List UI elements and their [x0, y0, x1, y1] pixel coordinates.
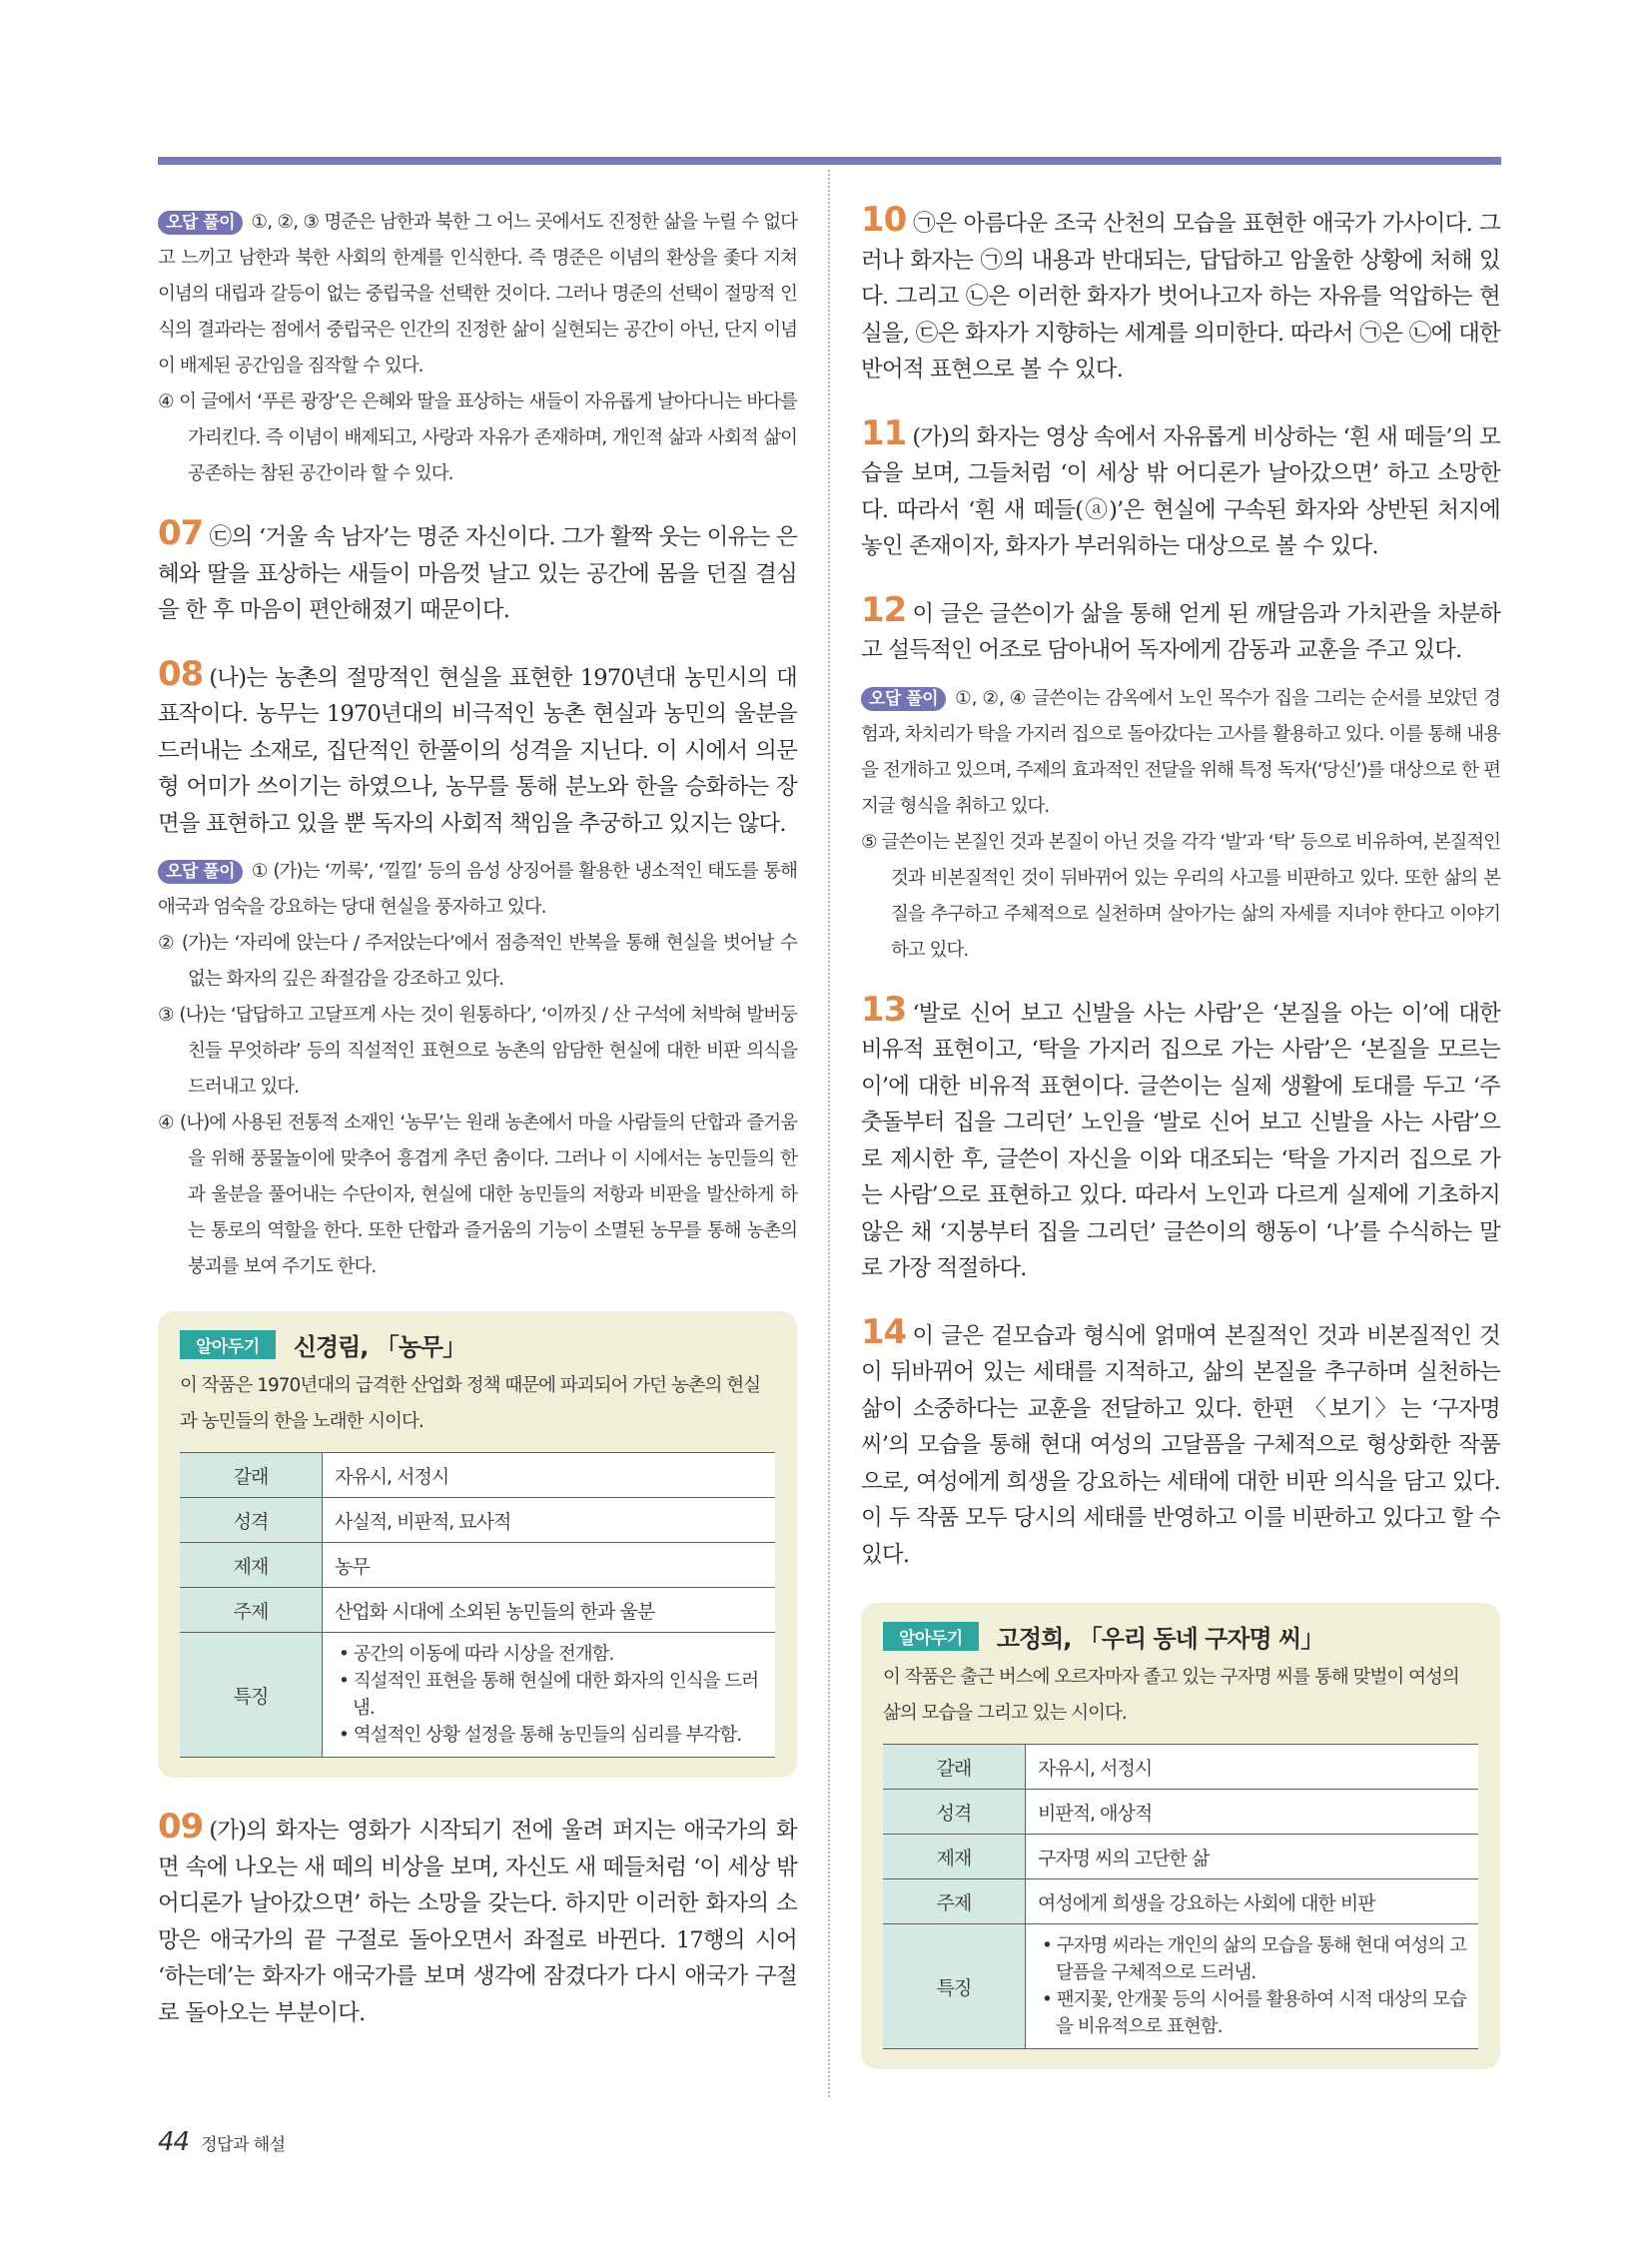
right-column — [861, 200, 1500, 2103]
note-description: 이 작품은 1970년대의 급격한 산업화 정책 때문에 파괴되어 가던 농촌의 현실과 농민들의 한을 노래한 시이다. — [180, 1375, 761, 1432]
table-row: 제재 구자명 씨의 고단한 삶 — [883, 1835, 1478, 1879]
note-description: 이 작품은 출근 버스에 오르자마자 졸고 있는 구자명 씨를 통해 맞벌이 여성의 삶의 모습을 그리고 있는 시이다. — [883, 1667, 1459, 1724]
note-title: 신경림, 「농무」 — [293, 1333, 466, 1361]
q06-wrong-answer: 오답 풀이 ①, ②, ③ 명준은 남한과 북한 그 어느 곳에서도 진정한 삶을 누릴 수 없다고 느끼고 남한과 북한 사회의 한계를 인식한다. 즉 명준은 이념의 환상을 좇다 지쳐 이념의 대립과 갈등이 없는 중립국을 선택한 것이다. 그러나 명준의 선택이 절망적 인식의 결과라는 점에서 중립국은 인간의 진정한 삶이 실현되는 공간이 아닌, 단지 이념이 배제된 공간임을 짐작할 수 있다. ④ 이 글에서 ‘푸른 광장’은 은혜와 딸을 표상하는 새들이 자유롭게 날아다니는 바다를 가리킨다. 즉 이념이 배제되고, 사랑과 자유가 존재하며, 개인적 삶과 사회적 삶이 공존하는 참된 공간이라 할 수 있다. — [158, 205, 797, 492]
top-accent-bar — [158, 157, 1501, 165]
note-title: 고정희, 「우리 동네 구자명 씨」 — [996, 1625, 1324, 1653]
question-number: 09 — [158, 1807, 204, 1847]
table-row: 갈래 자유시, 서정시 — [180, 1453, 775, 1498]
table-row: 주제 산업화 시대에 소외된 농민들의 한과 울분 — [180, 1588, 775, 1633]
table-row: 성격 사실적, 비판적, 묘사적 — [180, 1498, 775, 1543]
table-row: 특징 • 공간의 이동에 따라 시상을 전개함. • 직설적인 표현을 통해 현실에 대한 화자의 인식을 드러냄. • 역설적인 상황 설정을 통해 농민들의 심리를 부각함. — [180, 1633, 775, 1758]
question-11: 11 (가)의 화자는 영상 속에서 자유롭게 비상하는 ‘흰 새 떼들’의 모습을 보며, 그들처럼 ‘이 세상 밖 어디론가 날아갔으면’ 하고 소망한다. 따라서 ‘흰 새 떼들(ⓐ)’은 현실에 구속된 화자와 상반된 처지에 놓인 존재이자, 화자가 부러워하는 대상으로 볼 수 있다. — [861, 412, 1500, 559]
feature-list: • 구자명 씨라는 개인의 삶의 모습을 통해 현대 여성의 고달픔을 구체적으로 드러냄. • 팬지꽃, 안개꽃 등의 시어를 활용하여 시적 대상의 모습을 비유적으로 표현함. — [1042, 1935, 1467, 2037]
table-row: 갈래 자유시, 서정시 — [883, 1745, 1478, 1790]
table-row: 특징 • 구자명 씨라는 개인의 삶의 모습을 통해 현대 여성의 고달픔을 구체적으로 드러냄. • 팬지꽃, 안개꽃 등의 시어를 활용하여 시적 대상의 모습을 비유적으로 표현함. — [883, 1924, 1478, 2049]
question-number: 07 — [158, 513, 204, 553]
wrong-answer-badge: 오답 풀이 — [158, 211, 243, 235]
note-box-gujamyeong — [861, 1603, 1500, 2069]
question-number: 13 — [861, 989, 907, 1030]
page-label: 정답과 해설 — [201, 2135, 286, 2155]
question-number: 11 — [861, 412, 907, 453]
page-footer — [158, 2127, 286, 2157]
question-13: 13 ‘발로 신어 보고 신발을 사는 사람’은 ‘본질을 아는 이’에 대한 비유적 표현이고, ‘탁을 가지러 집으로 가는 사람’은 ‘본질을 모르는 이’에 대한 비유적 표현이다. 글쓴이는 실제 생활에 토대를 두고 ‘주춧돌부터 집을 그리던’ 노인을 ‘발로 신어 보고 신발을 사는 사람’으로 제시한 후, 글쓴이 자신을 이와 대조되는 ‘탁을 가지러 집으로 가는 사람’으로 표현하고 있다. 따라서 노인과 다르게 실제에 기초하지 않은 채 ‘지붕부터 집을 그리던’ 글쓴이의 행동이 ‘나’를 수식하는 말로 가장 적절하다. — [861, 989, 1500, 1281]
info-table — [180, 1452, 775, 1758]
sub-item: ④ 이 글에서 ‘푸른 광장’은 은혜와 딸을 표상하는 새들이 자유롭게 날아다니는 바다를 가리킨다. 즉 이념이 배제되고, 사랑과 자유가 존재하며, 개인적 삶과 사회적 삶이 공존하는 참된 공간이라 할 수 있다. — [158, 391, 797, 484]
sub-item: ⑤ 글쓴이는 본질인 것과 본질이 아닌 것을 각각 ‘발’과 ‘탁’ 등으로 비유하여, 본질적인 것과 비본질적인 것이 뒤바뀌어 있는 우리의 사고를 비판하고 있다. 또한 삶의 본질을 추구하고 주체적으로 실천하며 살아가는 삶의 자세를 지녀야 한다고 이야기하고 있다. — [861, 831, 1500, 961]
sub-item: ③ (나)는 ‘답답하고 고달프게 사는 것이 원통하다’, ‘이까짓 / 산 구석에 처박혀 발버둥 친들 무엇하랴’ 등의 직설적인 표현으로 농촌의 암담한 현실에 대한 비판 의식을 드러내고 있다. — [158, 1005, 797, 1098]
note-box-nongmu — [158, 1311, 797, 1778]
wrong-answer-badge: 오답 풀이 — [861, 687, 946, 711]
feature-list: • 공간의 이동에 따라 시상을 전개함. • 직설적인 표현을 통해 현실에 대한 화자의 인식을 드러냄. • 역설적인 상황 설정을 통해 농민들의 심리를 부각함. — [339, 1644, 759, 1746]
question-08: 08 (나)는 농촌의 절망적인 현실을 표현한 1970년대 농민시의 대표작이다. 농무는 1970년대의 비극적인 농촌 현실과 농민의 울분을 드러내는 소재로, 집단적인 한풀이의 성격을 지닌다. 이 시에서 의문형 어미가 쓰이기는 하였으나, 농무를 통해 분노와 한을 승화하는 장면을 표현하고 있을 뿐 독자의 사회적 책임을 추궁하고 있지는 않다. — [158, 653, 797, 837]
note-tag: 알아두기 — [883, 1622, 979, 1651]
question-number: 12 — [861, 589, 907, 630]
sub-item: ② (가)는 ‘자리에 앉는다 / 주저앉는다’에서 점층적인 반복을 통해 현실을 벗어날 수 없는 화자의 깊은 좌절감을 강조하고 있다. — [158, 933, 797, 990]
question-10: 10 ㉠은 아름다운 조국 산천의 모습을 표현한 애국가 가사이다. 그러나 화자는 ㉠의 내용과 반대되는, 답답하고 암울한 상황에 처해 있다. 그리고 ㉡은 이러한 화자가 벗어나고자 하는 자유를 억압하는 현실을, ㉢은 화자가 지향하는 세계를 의미한다. 따라서 ㉠은 ㉡에 대한 반어적 표현으로 볼 수 있다. — [861, 200, 1500, 382]
table-row: 주제 여성에게 희생을 강요하는 사회에 대한 비판 — [883, 1879, 1478, 1924]
sub-item: ④ (나)에 사용된 전통적 소재인 ‘농무’는 원래 농촌에서 마을 사람들의 단합과 즐거움을 위해 풍물놀이에 맞추어 흥겹게 추던 춤이다. 그러나 이 시에서는 농민들의 한과 울분을 풀어내는 수단이자, 현실에 대한 농민들의 저항과 비판을 발산하게 하는 통로의 역할을 한다. 또한 단합과 즐거움의 기능이 소멸된 농무를 통해 농촌의 붕괴를 보여 주기도 한다. — [158, 1113, 797, 1277]
note-tag: 알아두기 — [180, 1330, 276, 1359]
question-07: 07 ㉢의 ‘거울 속 남자’는 명준 자신이다. 그가 활짝 웃는 이유는 은혜와 딸을 표상하는 새들이 마음껏 날고 있는 공간에 몸을 던질 결심을 한 후 마음이 편안해졌기 때문이다. — [158, 513, 797, 623]
question-number: 14 — [861, 1311, 907, 1352]
question-14: 14 이 글은 겉모습과 형식에 얽매여 본질적인 것과 비본질적인 것이 뒤바뀌어 있는 세태를 지적하고, 삶의 본질을 추구하며 실천하는 삶이 소중하다는 교훈을 전달하고 있다. 한편 〈보기〉는 ‘구자명 씨’의 모습을 통해 현대 여성의 고달픔을 구체적으로 형상화한 작품으로, 여성에게 희생을 강요하는 세태에 대한 비판 의식을 담고 있다. 이 두 작품 모두 당시의 세태를 반영하고 이를 비판하고 있다고 할 수 있다. — [861, 1311, 1500, 1568]
table-row: 성격 비판적, 애상적 — [883, 1790, 1478, 1835]
q12-wrong-answer: 오답 풀이 ①, ②, ④ 글쓴이는 감옥에서 노인 목수가 집을 그리는 순서를 보았던 경험과, 차치리가 탁을 가지러 집으로 돌아갔다는 고사를 활용하고 있다. 이를 통해 내용을 전개하고 있으며, 주제의 효과적인 전달을 위해 특정 독자(‘당신’)를 대상으로 한 편지글 형식을 취하고 있다. ⑤ 글쓴이는 본질인 것과 본질이 아닌 것을 각각 ‘발’과 ‘탁’ 등으로 비유하여, 본질적인 것과 비본질적인 것이 뒤바뀌어 있는 우리의 사고를 비판하고 있다. 또한 삶의 본질을 추구하고 주체적으로 실천하며 살아가는 삶의 자세를 지녀야 한다고 이야기하고 있다. — [861, 681, 1500, 969]
question-09: 09 (가)의 화자는 영화가 시작되기 전에 울려 퍼지는 애국가의 화면 속에 나오는 새 떼의 비상을 보며, 자신도 새 떼들처럼 ‘이 세상 밖 어디론가 날아갔으면’ 하는 소망을 갖는다. 하지만 이러한 화자의 소망은 애국가의 끝 구절로 돌아오면서 좌절로 바뀐다. 17행의 시어 ‘하는데’는 화자가 애국가를 보며 생각에 잠겼다가 다시 애국가 구절로 돌아오는 부분이다. — [158, 1807, 797, 2026]
table-row: 제재 농무 — [180, 1543, 775, 1588]
left-column — [158, 205, 797, 2061]
question-number: 10 — [861, 200, 907, 240]
q08-wrong-answer: 오답 풀이 ① (가)는 ‘끼룩’, ‘낄낄’ 등의 음성 상징어를 활용한 냉소적인 태도를 통해 애국과 엄숙을 강요하는 당대 현실을 풍자하고 있다. ② (가)는 ‘자리에 앉는다 / 주저앉는다’에서 점층적인 반복을 통해 현실을 벗어날 수 없는 화자의 깊은 좌절감을 강조하고 있다. ③ (나)는 ‘답답하고 고달프게 사는 것이 원통하다’, ‘이까짓 / 산 구석에 처박혀 발버둥 친들 무엇하랴’ 등의 직설적인 표현으로 농촌의 암담한 현실에 대한 비판 의식을 드러내고 있다. ④ (나)에 사용된 전통적 소재인 ‘농무’는 원래 농촌에서 마을 사람들의 단합과 즐거움을 위해 풍물놀이에 맞추어 흥겹게 추던 춤이다. 그러나 이 시에서는 농민들의 한과 울분을 풀어내는 수단이자, 현실에 대한 농민들의 저항과 비판을 발산하게 하는 통로의 역할을 한다. 또한 단합과 즐거움의 기능이 소멸된 농무를 통해 농촌의 붕괴를 보여 주기도 한다. — [158, 854, 797, 1285]
wrong-answer-badge: 오답 풀이 — [158, 860, 243, 884]
question-number: 08 — [158, 653, 204, 694]
page-number: 44 — [158, 2127, 190, 2157]
column-divider — [828, 170, 830, 2097]
info-table — [883, 1744, 1478, 2049]
question-12: 12 이 글은 글쓴이가 삶을 통해 얻게 된 깨달음과 가치관을 차분하고 설득적인 어조로 담아내어 독자에게 감동과 교훈을 주고 있다. — [861, 589, 1500, 663]
